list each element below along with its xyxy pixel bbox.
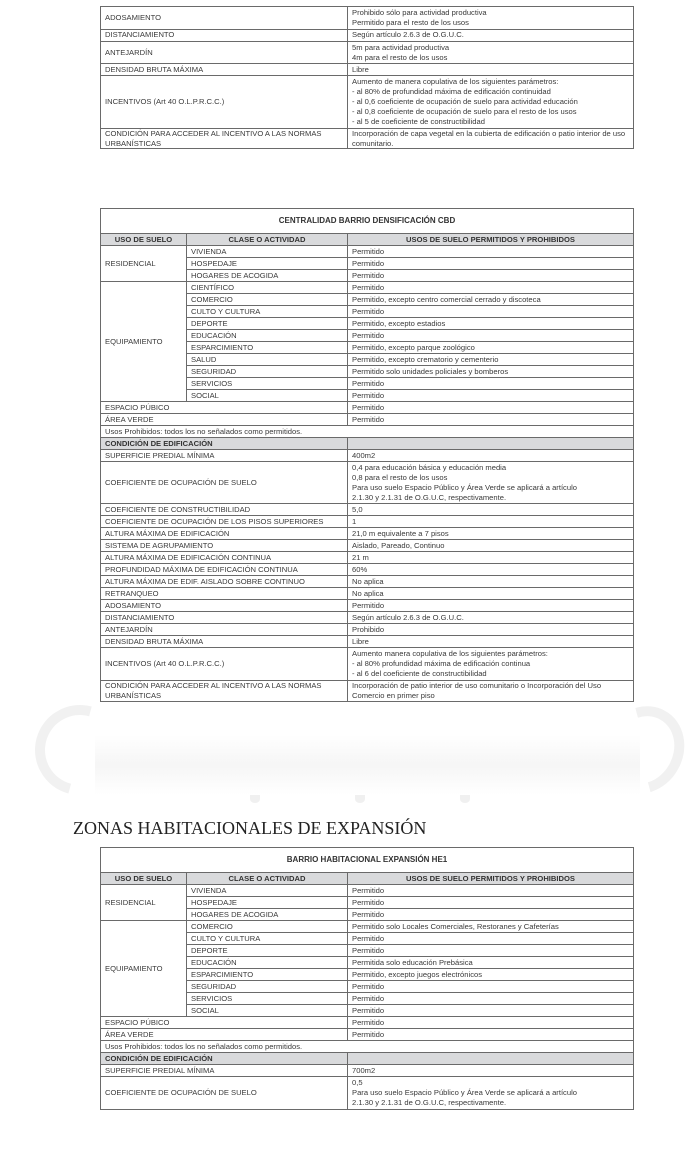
clase-cell: VIVIENDA — [187, 246, 348, 258]
condition-header-row — [101, 438, 634, 450]
condition-label: ANTEJARDÍN — [101, 41, 348, 64]
text-line: 1 — [352, 517, 357, 526]
cbd-zoning-table — [100, 208, 634, 702]
text-line: Aumento de manera copulativa de los siguientes parámetros: — [352, 77, 559, 87]
clase-cell: DEPORTE — [187, 945, 348, 957]
condition-value — [348, 624, 634, 636]
column-header-uso: USO DE SUELO — [101, 873, 187, 885]
clase-cell: SERVICIOS — [187, 378, 348, 390]
text-line: Permitido para el resto de los usos — [352, 17, 469, 27]
text-line: 5,0 — [352, 505, 363, 514]
uso-cell: Permitido — [348, 885, 634, 897]
uso-cell: Permitido — [348, 993, 634, 1005]
uso-cell: Permitido — [348, 378, 634, 390]
condition-row — [101, 612, 634, 624]
condition-label: DISTANCIAMIENTO — [101, 612, 348, 624]
text-line: Libre — [352, 637, 369, 646]
condition-label: SUPERFICIE PREDIAL MÍNIMA — [101, 450, 348, 462]
clase-cell: SERVICIOS — [187, 993, 348, 1005]
condition-value — [348, 540, 634, 552]
condition-row — [101, 1077, 634, 1110]
uso-cell: Permitido — [348, 1017, 634, 1029]
uso-cell: Permitido, excepto estadios — [348, 318, 634, 330]
uso-group-equipamiento: EQUIPAMIENTO — [101, 921, 187, 1017]
uso-cell: Permitido — [348, 933, 634, 945]
condition-label: ALTURA MÁXIMA DE EDIF. AISLADO SOBRE CONTINUO — [101, 576, 348, 588]
uso-cell: Permitido — [348, 909, 634, 921]
condition-row — [101, 7, 634, 30]
condition-row — [101, 76, 634, 128]
condition-value — [348, 552, 634, 564]
condition-value — [348, 564, 634, 576]
clase-cell: HOSPEDAJE — [187, 897, 348, 909]
text-line: Libre — [352, 65, 369, 74]
clase-cell: HOSPEDAJE — [187, 258, 348, 270]
text-line: 700m2 — [352, 1065, 376, 1075]
text-line: No aplica — [352, 589, 384, 598]
condition-label: ALTURA MÁXIMA DE EDIFICACIÓN CONTINUA — [101, 552, 348, 564]
condition-label: COEFICIENTE DE OCUPACIÓN DE SUELO — [101, 462, 348, 504]
condition-label: INCENTIVOS (Art 40 O.L.P.R.C.C.) — [101, 648, 348, 681]
clase-cell: SOCIAL — [187, 1005, 348, 1017]
column-header-uso: USO DE SUELO — [101, 234, 187, 246]
condition-row — [101, 504, 634, 516]
uso-cell: Permitido — [348, 402, 634, 414]
espacio-publico-label: ESPACIO PÚBICO — [101, 402, 348, 414]
uso-cell: Permitido — [348, 246, 634, 258]
condition-value — [348, 1065, 634, 1077]
clase-cell: CULTO Y CULTURA — [187, 306, 348, 318]
continued-conditions-table — [100, 6, 634, 149]
clase-cell: ESPARCIMIENTO — [187, 969, 348, 981]
text-line: Incorporación de patio interior de uso comunitario o Incorporación del Uso Comercio en primer piso — [352, 681, 602, 700]
condition-label: ALTURA MÁXIMA DE EDIFICACIÓN — [101, 528, 348, 540]
column-header-clase: CLASE O ACTIVIDAD — [187, 234, 348, 246]
condition-value — [348, 1077, 634, 1110]
clase-cell: COMERCIO — [187, 921, 348, 933]
text-line: Permitido — [352, 601, 385, 610]
table-row — [101, 414, 634, 426]
table-row — [101, 282, 634, 294]
column-header-clase: CLASE O ACTIVIDAD — [187, 873, 348, 885]
condition-row — [101, 64, 634, 76]
uso-group-residencial: RESIDENCIAL — [101, 885, 187, 921]
condition-value — [348, 576, 634, 588]
uso-cell: Permitido, excepto centro comercial cerrado y discoteca — [348, 294, 634, 306]
prohibited-note: Usos Prohibidos: todos los no señalados como permitidos. — [101, 1041, 634, 1053]
condition-row — [101, 29, 634, 41]
uso-cell: Permitido, excepto juegos electrónicos — [348, 969, 634, 981]
text-line: - al 6 del coeficiente de constructibilidad — [352, 669, 487, 679]
prohibited-note: Usos Prohibidos: todos los no señalados como permitidos. — [101, 426, 634, 438]
uso-cell: Permitido, excepto crematorio y cementerio — [348, 354, 634, 366]
condition-label: CONDICIÓN PARA ACCEDER AL INCENTIVO A LAS NORMAS URBANÍSTICAS — [101, 681, 348, 702]
table-row — [101, 1017, 634, 1029]
clase-cell: ESPARCIMIENTO — [187, 342, 348, 354]
text-line: Prohibido — [352, 625, 385, 634]
text-line: 0,5 — [352, 1078, 363, 1087]
text-line: 60% — [352, 565, 368, 574]
condition-value — [348, 29, 634, 41]
text-line: 21 m — [352, 553, 369, 562]
condition-row — [101, 636, 634, 648]
text-line: Aislado, Pareado, Continuo — [352, 541, 445, 550]
condition-label: INCENTIVOS (Art 40 O.L.P.R.C.C.) — [101, 76, 348, 128]
table-row — [101, 246, 634, 258]
table-title: CENTRALIDAD BARRIO DENSIFICACIÓN CBD — [101, 209, 634, 234]
clase-cell: SEGURIDAD — [187, 366, 348, 378]
condition-label: PROFUNDIDAD MÁXIMA DE EDIFICACIÓN CONTINUA — [101, 564, 348, 576]
uso-cell: Permitido — [348, 414, 634, 426]
column-header-usos: USOS DE SUELO PERMITIDOS Y PROHIBIDOS — [348, 873, 634, 885]
table-title: BARRIO HABITACIONAL EXPANSIÓN HE1 — [101, 848, 634, 873]
clase-cell: HOGARES DE ACOGIDA — [187, 909, 348, 921]
table-row — [101, 1029, 634, 1041]
text-line: 4m para el resto de los usos — [352, 52, 448, 62]
text-line: 400m2 — [352, 450, 376, 460]
uso-cell: Permitido — [348, 945, 634, 957]
text-line: Para uso suelo Espacio Público y Área Verde se aplicará a artículo — [352, 1087, 577, 1097]
text-line: 0,4 para educación básica y educación media — [352, 463, 507, 472]
text-line: Prohibido sólo para actividad productiva — [352, 8, 487, 17]
clase-cell: CIENTÍFICO — [187, 282, 348, 294]
condition-row — [101, 516, 634, 528]
clase-cell: SEGURIDAD — [187, 981, 348, 993]
uso-group-equipamiento: EQUIPAMIENTO — [101, 282, 187, 402]
clase-cell: CULTO Y CULTURA — [187, 933, 348, 945]
text-line: 21,0 m equivalente a 7 pisos — [352, 529, 449, 538]
condition-value — [348, 504, 634, 516]
uso-cell: Permitido — [348, 330, 634, 342]
condition-row — [101, 528, 634, 540]
condition-label: CONDICIÓN PARA ACCEDER AL INCENTIVO A LAS NORMAS URBANÍSTICAS — [101, 128, 348, 149]
clase-cell: SOCIAL — [187, 390, 348, 402]
condition-header-blank — [348, 1053, 634, 1065]
clase-cell: HOGARES DE ACOGIDA — [187, 270, 348, 282]
watermark-drops — [250, 795, 470, 807]
condition-value — [348, 64, 634, 76]
uso-cell: Permitido — [348, 306, 634, 318]
condition-value — [348, 128, 634, 149]
condition-label: COEFICIENTE DE OCUPACIÓN DE SUELO — [101, 1077, 348, 1110]
text-line: - al 80% profundidad máxima de edificación continua — [352, 659, 531, 669]
condition-row — [101, 552, 634, 564]
clase-cell: EDUCACIÓN — [187, 330, 348, 342]
text-line: Según artículo 2.6.3 de O.G.U.C. — [352, 613, 464, 622]
watermark-scroll-right-icon — [586, 691, 698, 809]
condition-label: COEFICIENTE DE OCUPACIÓN DE LOS PISOS SUPERIORES — [101, 516, 348, 528]
condition-header-row — [101, 1053, 634, 1065]
condition-label: SUPERFICIE PREDIAL MÍNIMA — [101, 1065, 348, 1077]
table-row — [101, 885, 634, 897]
text-line: 2.1.30 y 2.1.31 de O.G.U.C, respectivamente. — [352, 1097, 507, 1107]
clase-cell: SALUD — [187, 354, 348, 366]
uso-cell: Permitido solo unidades policiales y bomberos — [348, 366, 634, 378]
watermark-band — [95, 735, 640, 795]
condition-label: RETRANQUEO — [101, 588, 348, 600]
condition-header: CONDICIÓN DE EDIFICACIÓN — [101, 1053, 348, 1065]
uso-group-residencial: RESIDENCIAL — [101, 246, 187, 282]
condition-header: CONDICIÓN DE EDIFICACIÓN — [101, 438, 348, 450]
text-line: 0,8 para el resto de los usos — [352, 472, 448, 482]
condition-row — [101, 462, 634, 504]
condition-row — [101, 540, 634, 552]
text-line: 2.1.30 y 2.1.31 de O.G.U.C, respectivamente. — [352, 492, 507, 502]
text-line: - al 80% de profundidad máxima de edificación continuidad — [352, 87, 551, 97]
uso-cell: Permitido solo Locales Comerciales, Restoranes y Cafeterías — [348, 921, 634, 933]
column-header-usos: USOS DE SUELO PERMITIDOS Y PROHIBIDOS — [348, 234, 634, 246]
condition-row — [101, 576, 634, 588]
condition-row — [101, 1065, 634, 1077]
table-row — [101, 921, 634, 933]
condition-header-blank — [348, 438, 634, 450]
prohibited-note-row — [101, 1041, 634, 1053]
condition-label: DENSIDAD BRUTA MÁXIMA — [101, 636, 348, 648]
condition-row — [101, 41, 634, 64]
uso-cell: Permitido — [348, 282, 634, 294]
uso-cell: Permitido — [348, 1029, 634, 1041]
condition-value — [348, 41, 634, 64]
condition-value — [348, 636, 634, 648]
uso-cell: Permitido — [348, 270, 634, 282]
uso-cell: Permitido — [348, 258, 634, 270]
condition-label: ANTEJARDÍN — [101, 624, 348, 636]
clase-cell: DEPORTE — [187, 318, 348, 330]
uso-cell: Permitido — [348, 1005, 634, 1017]
text-line: - al 0,8 coeficiente de ocupación de suelo para el resto de los usos — [352, 107, 577, 117]
clase-cell: EDUCACIÓN — [187, 957, 348, 969]
condition-label: ADOSAMIENTO — [101, 7, 348, 30]
condition-label: SISTEMA DE AGRUPAMIENTO — [101, 540, 348, 552]
condition-label: DENSIDAD BRUTA MÁXIMA — [101, 64, 348, 76]
condition-row — [101, 648, 634, 681]
uso-cell: Permitido — [348, 897, 634, 909]
condition-value — [348, 76, 634, 128]
condition-value — [348, 450, 634, 462]
text-line: 5m para actividad productiva — [352, 42, 450, 52]
condition-label: ADOSAMIENTO — [101, 600, 348, 612]
text-line: - al 0,6 coeficiente de ocupación de suelo para actividad educación — [352, 97, 578, 107]
section-heading: ZONAS HABITACIONALES DE EXPANSIÓN — [73, 818, 427, 838]
condition-row — [101, 624, 634, 636]
condition-value — [348, 516, 634, 528]
uso-cell: Permitido — [348, 981, 634, 993]
text-line: Incorporación de capa vegetal en la cubierta de edificación o patio interior de uso comunitario. — [352, 128, 626, 148]
condition-value — [348, 588, 634, 600]
condition-row — [101, 600, 634, 612]
text-line: Para uso suelo Espacio Público y Área Verde se aplicará a artículo — [352, 482, 577, 492]
condition-row — [101, 450, 634, 462]
text-line: No aplica — [352, 577, 384, 586]
condition-label: DISTANCIAMIENTO — [101, 29, 348, 41]
condition-row — [101, 588, 634, 600]
clase-cell: VIVIENDA — [187, 885, 348, 897]
prohibited-note-row — [101, 426, 634, 438]
condition-label: COEFICIENTE DE CONSTRUCTIBILIDAD — [101, 504, 348, 516]
condition-row — [101, 128, 634, 149]
condition-value — [348, 462, 634, 504]
condition-value — [348, 648, 634, 681]
clase-cell: COMERCIO — [187, 294, 348, 306]
condition-value — [348, 528, 634, 540]
condition-row — [101, 564, 634, 576]
area-verde-label: ÁREA VERDE — [101, 1029, 348, 1041]
text-line: Aumento manera copulativa de los siguientes parámetros: — [352, 649, 548, 659]
condition-row — [101, 681, 634, 702]
table-row — [101, 402, 634, 414]
espacio-publico-label: ESPACIO PÚBICO — [101, 1017, 348, 1029]
text-line: - al 5 de coeficiente de constructibilidad — [352, 116, 485, 126]
condition-value — [348, 612, 634, 624]
text-line: Según artículo 2.6.3 de O.G.U.C. — [352, 30, 464, 40]
watermark-scroll-left-icon — [19, 689, 142, 812]
condition-value — [348, 600, 634, 612]
condition-value — [348, 681, 634, 702]
uso-cell: Permitido, excepto parque zoológico — [348, 342, 634, 354]
condition-value — [348, 7, 634, 30]
he1-zoning-table — [100, 847, 634, 1110]
area-verde-label: ÁREA VERDE — [101, 414, 348, 426]
uso-cell: Permitido — [348, 390, 634, 402]
uso-cell: Permitida solo educación Prebásica — [348, 957, 634, 969]
